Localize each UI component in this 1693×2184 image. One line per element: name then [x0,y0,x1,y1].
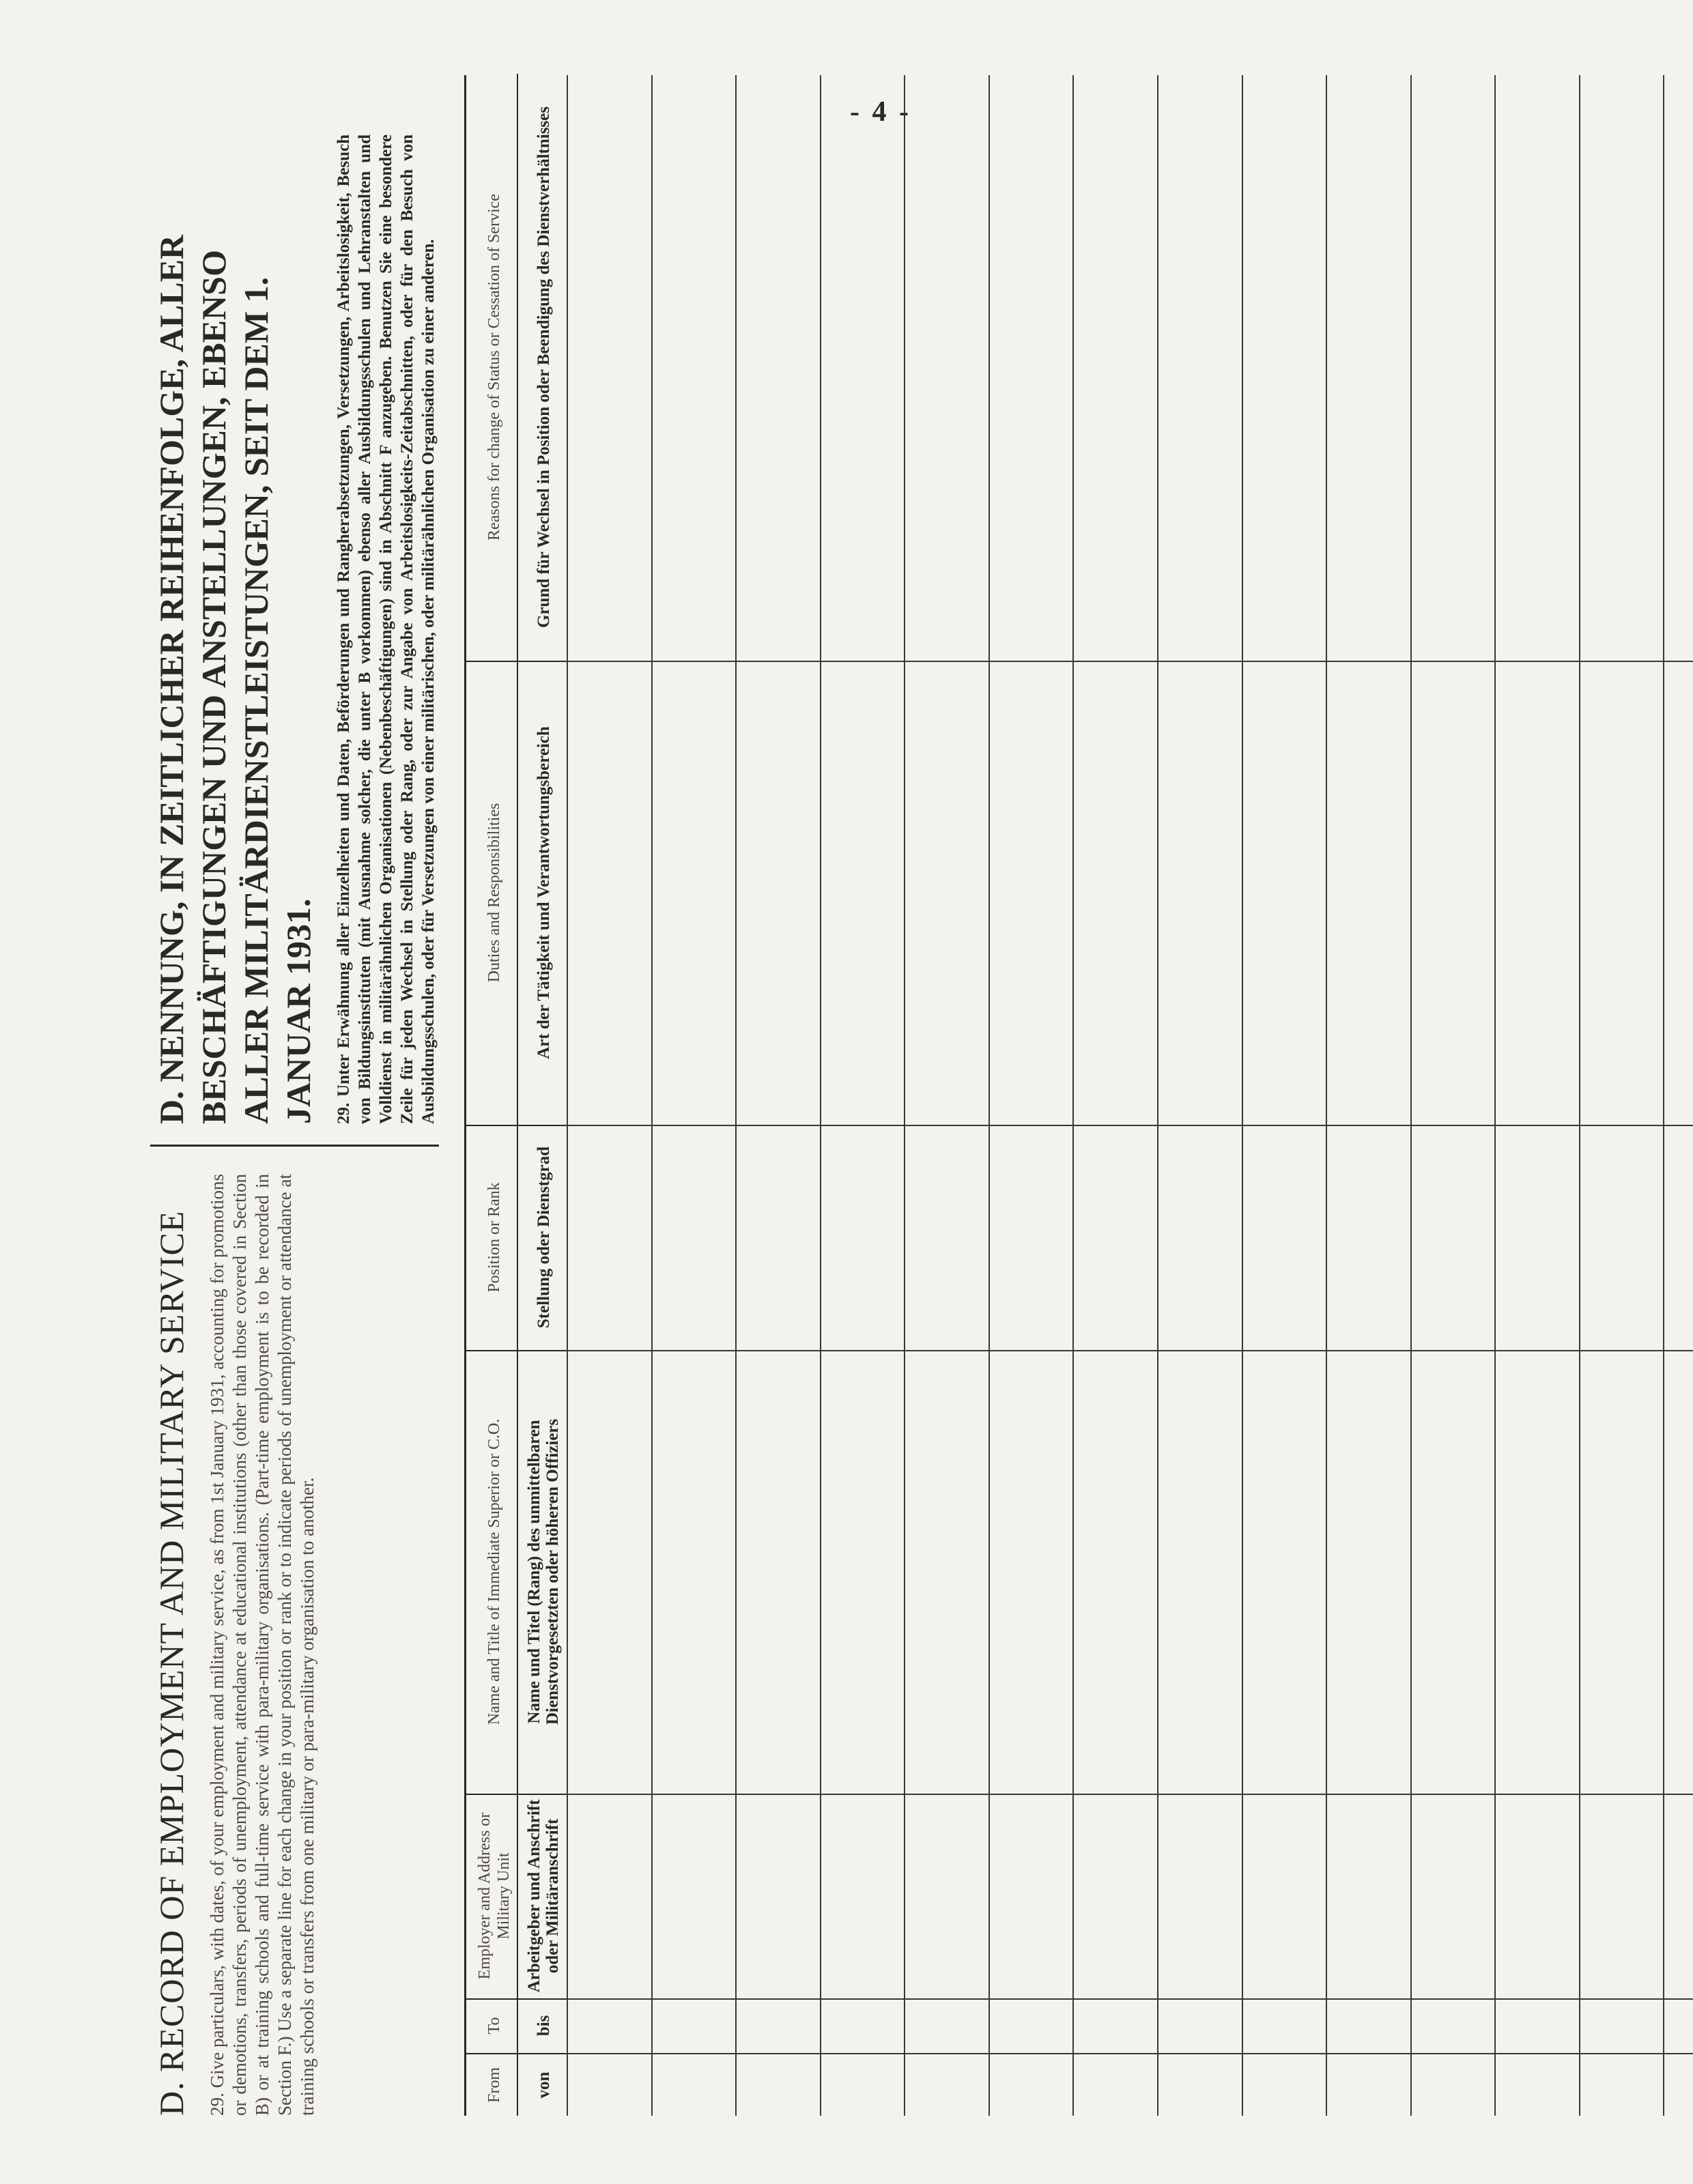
table-row [735,75,821,2116]
column-duties [466,661,569,1126]
column-to-de: bis [534,2015,553,2037]
english-instruction: 29. Give particulars, with dates, of your employment and military service, as from 1st January 1931, accounting for promotions or demotions, transfers, periods of unemployment, attendance at educational institutions (other than those covered in Section B) or at training schools and full-time service with para-military organisations. (Part-time employment is to be recorded in Section F.) Use a separate line for each change in your position or rank or to indicate periods of unemployment or attendance at training schools or transfers from one military or para-military organisation to another. [207,1174,317,2116]
german-section [150,134,439,1147]
table-row [1326,75,1412,2116]
german-heading: D. NENNUNG, IN ZEITLICHER REIHENFOLGE, ALLER BESCHÄFTIGUNGEN UND ANSTELLUNGEN, EBENSO ALLER MILITÄRDIENSTLEISTUNGEN, SEIT DEM 1. JANUAR 1931. [152,234,317,1124]
column-employer-de: Arbeitgeber und Anschrift oder Militäranschrift [525,1799,562,1993]
english-heading: D. RECORD OF EMPLOYMENT AND MILITARY SERVICE [152,1210,190,2116]
table-row [820,75,906,2116]
column-from-de: von [534,2071,553,2099]
column-to [466,1998,569,2054]
column-duties-de: Art der Tätigkeit und Verantwortungsbereich [534,726,553,1059]
column-position [466,1125,569,1351]
column-superior-en: Name and Title of Immediate Superior or C.O. [472,1350,518,1794]
rotated-form [137,68,1693,2116]
column-from-en: From [472,2054,518,2116]
table-row [988,75,1075,2116]
table-row [1072,75,1158,2116]
table-row [904,75,990,2116]
column-employer-en: Employer and Address or Military Unit [472,1794,518,1998]
column-reasons-de: Grund für Wechsel in Position oder Beendigung des Dienstverhältnisses [534,106,553,628]
table-row [1410,75,1496,2116]
table-row [1663,75,1693,2116]
table-row [1157,75,1243,2116]
column-superior [466,1350,569,1795]
column-position-en: Position or Rank [472,1125,518,1350]
column-superior-de: Name und Titel (Rang) des unmittelbaren Dienstvorgesetzten oder höheren Offiziers [525,1418,562,1725]
table-row [1242,75,1328,2116]
column-reasons [466,74,569,662]
german-instruction: 29. Unter Erwähnung aller Einzelheiten und Daten, Beförderungen und Rangherabsetzungen, Versetzungen, Arbeitslosigkeit, Besuch von Bildungsinstituten (mit Ausnahme solcher, die unter B vorkommen) ebenso aller Ausbildungsschulen und Lehranstalten und Volldienst in militärähnlichen Organisationen (Nebenbeschäftigungen) sind in Abschnitt F anzugeben. Benutzen Sie eine besondere Zeile für jeden Wechsel in Stellung oder Rang, oder zur Angabe von Arbeitslosigkeits-Zeitabschnitten, oder für den Besuch von Ausbildungsschulen, oder für Versetzungen von einer militärischen, oder militärähnlichen Organisation zu einer anderen. [335,134,438,1124]
column-reasons-en: Reasons for change of Status or Cessation of Service [472,74,518,661]
employment-table [464,75,1693,2116]
english-section [150,1174,319,2116]
table-row [1494,75,1580,2116]
page-number: - 4 - [850,96,911,128]
table-row [651,75,737,2116]
column-position-de: Stellung oder Dienstgrad [534,1146,553,1329]
column-employer [466,1794,569,2000]
table-row [567,75,653,2116]
column-to-en: To [472,1998,518,2053]
column-from [466,2054,569,2116]
table-header [464,75,569,2116]
column-duties-en: Duties and Responsibilities [472,661,518,1125]
table-row [1579,75,1665,2116]
